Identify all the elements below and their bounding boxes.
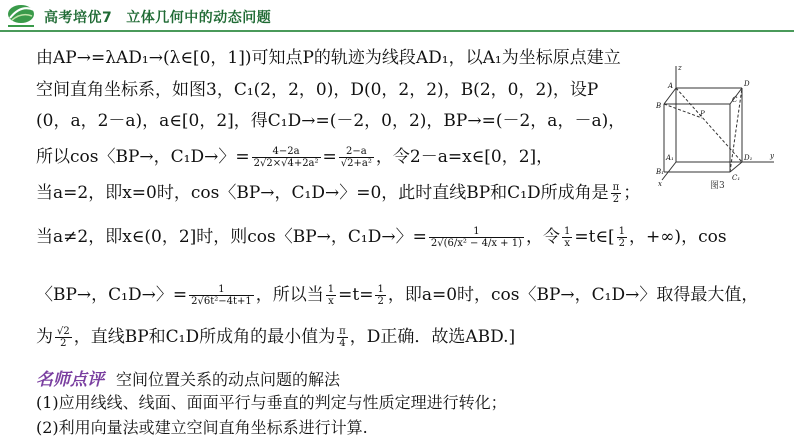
fraction-denominator: √2+a² — [340, 158, 372, 169]
line7-text-d: ，即a=0时，cos〈BP→，C₁D→〉取得最大值， — [387, 285, 759, 305]
cube-figure — [656, 62, 780, 188]
teacher-item-2: (2)利用向量法或建立空间直角坐标系进行计算. — [36, 418, 368, 437]
line6-text-a: 当a≠2，即x∈(0，2]时，则cos〈BP→，C₁D→〉= — [36, 227, 427, 247]
line7-text-b: ，所以当 — [255, 285, 324, 305]
teacher-item-1: (1)应用线线、线面、面面平行与垂直的判定与性质定理进行转化； — [36, 393, 507, 412]
label-B: B — [656, 102, 662, 110]
line8-text-a: 为 — [36, 327, 53, 347]
fraction-denominator: 2√2×√4+2a² — [253, 158, 319, 169]
label-A: A — [668, 82, 674, 90]
fraction — [189, 284, 254, 307]
text-line-2: 空间直角坐标系，如图3，C₁(2，2，0)，D(0，2，2)，B(2，0，2)，设P — [36, 80, 599, 100]
fraction-numerator: π — [339, 326, 346, 337]
label-x: x — [658, 180, 662, 188]
label-D: D — [744, 80, 750, 88]
fraction — [375, 284, 385, 307]
leaf-logo-icon — [4, 2, 38, 30]
cube-edge — [730, 162, 742, 172]
label-A1: A₁ — [666, 154, 674, 162]
fraction-denominator: x — [564, 238, 570, 249]
fraction-numerator: 2−a — [339, 146, 374, 158]
line8-text-b: ，直线BP和C₁D所成角的最小值为 — [73, 327, 336, 347]
page-title — [44, 7, 271, 27]
fraction-denominator: 2 — [60, 338, 67, 349]
text-line-8 — [36, 326, 515, 349]
fraction-numerator: 1 — [618, 226, 626, 237]
label-P: P — [700, 110, 705, 118]
text-line-1: 由AP→=λAD₁→(λ∈[0，1])可知点P的轨迹为线段AD₁，以A₁为坐标原点建立 — [36, 48, 621, 68]
figure-caption: 图3 — [710, 181, 725, 191]
header-rule — [0, 30, 794, 32]
teacher-comment-tag: 名师点评 — [36, 370, 104, 390]
label-C: C — [732, 96, 738, 104]
fraction-numerator: 4−2a — [252, 146, 321, 158]
text-line-5 — [36, 182, 640, 205]
label-y: y — [770, 152, 774, 160]
label-z: z — [678, 64, 682, 72]
fraction-denominator: 2 — [612, 194, 620, 205]
fraction — [55, 326, 72, 349]
fraction-numerator: 1 — [377, 284, 384, 295]
teacher-comment-heading — [36, 365, 340, 390]
teacher-comment-title: 空间位置关系的动点问题的解法 — [116, 370, 341, 389]
fraction-denominator: 2√6t²−4t+1 — [191, 296, 252, 307]
fraction-numerator: √2 — [57, 326, 70, 337]
line7-text-a: 〈BP→，C₁D→〉= — [36, 285, 188, 305]
fraction — [429, 226, 524, 249]
fraction — [611, 182, 622, 205]
text-line-4: 所以cos〈BP→，C₁D→〉= $\frac{4-2a}{\text{2√2×√4+2a²}}$ = $\frac{2-a}{\text{√2+a²}}$ ，令2－a=x∈[0，2]， — [36, 146, 554, 169]
line4-text-b: ，令2－a=x∈[0，2]， — [375, 147, 554, 167]
line5-text-a: 当a=2，即x=0时，cos〈BP→，C₁D→〉=0，此时直线BP和C₁D所成角是 — [36, 183, 609, 203]
fraction — [337, 326, 348, 349]
header-bar — [0, 0, 794, 32]
fraction — [617, 226, 627, 249]
cube-edge — [664, 88, 676, 104]
fraction-numerator: 1 — [563, 226, 571, 237]
text-line-3: (0，a，2－a)，a∈[0，2]，得C₁D→=(－2，0，2)，BP→=(－2，a，－a)， — [36, 111, 626, 131]
line6-text-c: =t∈[ — [574, 227, 615, 247]
fraction-denominator: 2 — [377, 296, 384, 307]
fraction-denominator: 2√(6/x² − 4/x + 1) — [430, 238, 522, 249]
line7-text-c: =t= — [338, 285, 374, 305]
fraction — [562, 226, 572, 249]
fraction-denominator: 2 — [618, 238, 626, 249]
fraction-denominator: x — [328, 296, 334, 307]
fraction-numerator: π — [612, 182, 620, 193]
text-line-6 — [36, 226, 727, 249]
label-B1: B₁ — [656, 168, 664, 176]
fraction-numerator: 1 — [327, 284, 335, 295]
title-left: 高考培优7 — [44, 10, 113, 26]
text-line-7 — [36, 284, 758, 307]
title-right: 立体几何中的动态问题 — [126, 10, 272, 26]
line6-text-b: ，令 — [525, 227, 560, 247]
line6-text-d: ，+∞)，cos — [629, 227, 727, 247]
line4-text-a: 所以cos〈BP→，C₁D→〉= — [36, 147, 250, 167]
fraction — [339, 146, 374, 169]
fraction-numerator: 1 — [189, 284, 254, 296]
label-D1: D₁ — [744, 154, 753, 162]
fraction-numerator: 1 — [429, 226, 524, 238]
label-C1: C₁ — [732, 174, 741, 182]
line5-text-b: ； — [623, 183, 641, 203]
fraction — [326, 284, 336, 307]
fraction-denominator: 4 — [339, 338, 346, 349]
line8-text-c: ，D正确．故选ABD.] — [349, 327, 516, 347]
fraction — [252, 146, 321, 169]
